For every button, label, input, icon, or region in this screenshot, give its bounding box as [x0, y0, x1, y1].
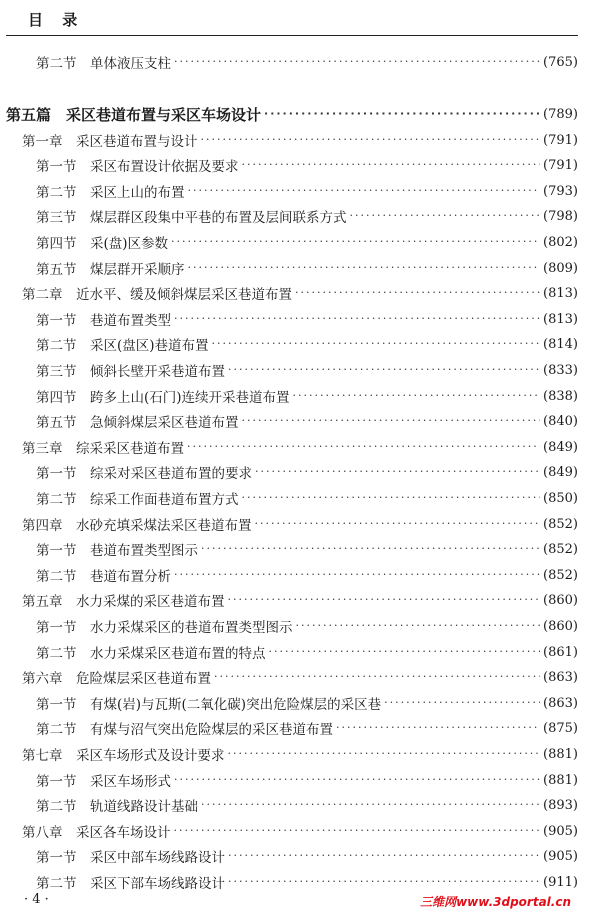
footer-page-number: · 4 ·	[24, 892, 49, 907]
toc-leader-dots	[214, 667, 540, 687]
toc-section-entry	[36, 232, 578, 252]
toc-entry-page: (852)	[543, 516, 578, 532]
toc-chapter-entry	[22, 437, 578, 457]
toc-entry-label: 第二节 有煤与沼气突出危险煤层的采区巷道布置	[36, 722, 333, 738]
toc-entry-label: 第八章 采区各车场设计	[22, 825, 171, 841]
toc-entry-page: (814)	[543, 336, 578, 352]
toc-entry-label: 第四节 跨多上山(石门)连续开采巷道布置	[36, 390, 290, 406]
toc-chapter-entry	[22, 130, 578, 150]
toc-entry-page: (852)	[543, 541, 578, 557]
toc-section-entry	[36, 181, 578, 201]
toc-entry-label: 第一节 巷道布置类型	[36, 313, 171, 329]
toc-leader-dots	[295, 283, 540, 303]
toc-entry-page: (860)	[543, 618, 578, 634]
toc-section-entry	[36, 872, 578, 892]
toc-entry-page: (789)	[543, 106, 578, 122]
toc-entry-label: 第三节 倾斜长壁开采巷道布置	[36, 364, 225, 380]
toc-leader-dots	[269, 642, 541, 662]
toc-section-entry	[36, 693, 578, 713]
toc-entry-page: (850)	[543, 490, 578, 506]
toc-chapter-entry	[22, 283, 578, 303]
toc-section-entry	[36, 565, 578, 585]
toc-leader-dots	[264, 104, 540, 124]
toc-entry-label: 第一节 水力采煤采区的巷道布置类型图示	[36, 620, 293, 636]
toc-section-entry	[36, 488, 578, 508]
toc-entry-label: 第五篇 采区巷道布置与采区车场设计	[6, 105, 262, 124]
toc-entry-label: 第一节 采区车场形式	[36, 774, 171, 790]
toc-entry-label: 第三节 煤层群区段集中平巷的布置及层间联系方式	[36, 210, 347, 226]
toc-entry-label: 第四节 采(盘)区参数	[36, 236, 169, 252]
toc-chapter-entry	[22, 514, 578, 534]
toc-entry-label: 第二节 巷道布置分析	[36, 569, 171, 585]
toc-section-entry	[36, 616, 578, 636]
toc-part-entry	[6, 104, 578, 124]
toc-chapter-entry	[22, 744, 578, 764]
toc-entry-label: 第四章 水砂充填采煤法采区巷道布置	[22, 518, 252, 534]
toc-section-entry	[36, 718, 578, 738]
toc-entry-page: (813)	[543, 311, 578, 327]
toc-leader-dots	[174, 770, 540, 790]
toc-entry-page: (838)	[543, 388, 578, 404]
toc-entry-page: (840)	[543, 413, 578, 429]
toc-leader-dots	[171, 232, 540, 252]
toc-leader-dots	[174, 309, 540, 329]
toc-entry-label: 第二章 近水平、缓及倾斜煤层采区巷道布置	[22, 287, 292, 303]
toc-leader-dots	[228, 590, 541, 610]
toc-entry-page: (833)	[543, 362, 578, 378]
toc-entry-page: (863)	[543, 695, 578, 711]
toc-section-entry	[36, 770, 578, 790]
toc-leader-dots	[242, 155, 541, 175]
toc-leader-dots	[188, 258, 541, 278]
toc-entry-label: 第五章 水力采煤的采区巷道布置	[22, 594, 225, 610]
toc-section-entry	[36, 795, 578, 815]
toc-entry-label: 第一节 综采对采区巷道布置的要求	[36, 466, 252, 482]
toc-leader-dots	[242, 488, 541, 508]
toc-section-entry	[36, 462, 578, 482]
toc-leader-dots	[201, 795, 540, 815]
toc-leader-dots	[201, 130, 541, 150]
toc-section-entry	[36, 360, 578, 380]
toc-leader-dots	[174, 821, 541, 841]
toc-entry-label: 第五节 急倾斜煤层采区巷道布置	[36, 415, 239, 431]
toc-entry-page: (813)	[543, 285, 578, 301]
toc-chapter-entry	[22, 667, 578, 687]
toc-entry-page: (793)	[543, 183, 578, 199]
toc-entry-page: (765)	[543, 54, 578, 70]
toc-leader-dots	[242, 411, 541, 431]
toc-entry-label: 第二节 单体液压支柱	[36, 56, 171, 72]
toc-entry-label: 第三章 综采采区巷道布置	[22, 441, 184, 457]
toc-leader-dots	[187, 437, 540, 457]
toc-entry-label: 第五节 煤层群开采顺序	[36, 262, 185, 278]
toc-entry-label: 第一节 有煤(岩)与瓦斯(二氧化碳)突出危险煤层的采区巷	[36, 697, 382, 713]
toc-entry-page: (849)	[543, 439, 578, 455]
toc-chapter-entry	[22, 821, 578, 841]
toc-leader-dots	[212, 334, 540, 354]
toc-entry-label: 第七章 采区车场形式及设计要求	[22, 748, 225, 764]
toc-leader-dots	[384, 693, 540, 713]
toc-section-entry	[36, 206, 578, 226]
toc-entry-page: (875)	[543, 720, 578, 736]
toc-entry-label: 第二节 水力采煤采区巷道布置的特点	[36, 646, 266, 662]
toc-section-entry	[36, 334, 578, 354]
toc-section-entry	[36, 258, 578, 278]
toc-entry-label: 第一章 采区巷道布置与设计	[22, 134, 198, 150]
toc-leader-dots	[174, 565, 540, 585]
toc-section-entry	[36, 642, 578, 662]
toc-section-entry	[36, 155, 578, 175]
toc-entry-label: 第一节 采区中部车场线路设计	[36, 850, 225, 866]
toc-entry-page: (809)	[543, 260, 578, 276]
toc-entry-page: (802)	[543, 234, 578, 250]
toc-entry-label: 第二节 采区下部车场线路设计	[36, 876, 225, 892]
toc-entry-page: (905)	[543, 823, 578, 839]
toc-entry-page: (849)	[543, 464, 578, 480]
toc-entry-page: (881)	[543, 772, 578, 788]
toc-entry-page: (798)	[543, 208, 578, 224]
toc-leader-dots	[188, 181, 541, 201]
toc-leader-dots	[228, 744, 541, 764]
toc-entry-page: (861)	[543, 644, 578, 660]
toc-leader-dots	[293, 386, 540, 406]
toc-section-entry	[36, 539, 578, 559]
toc-leader-dots	[255, 462, 540, 482]
toc-entry-page: (860)	[543, 592, 578, 608]
header-divider	[6, 35, 578, 36]
toc-leader-dots	[255, 514, 541, 534]
toc-entry-page: (863)	[543, 669, 578, 685]
toc-leader-dots	[296, 616, 541, 636]
toc-entry-page: (911)	[543, 874, 578, 890]
toc-leader-dots	[350, 206, 541, 226]
toc-leader-dots	[174, 52, 540, 72]
toc-entry-page: (905)	[543, 848, 578, 864]
toc-entry-label: 第二节 综采工作面巷道布置方式	[36, 492, 239, 508]
toc-entry-label: 第六章 危险煤层采区巷道布置	[22, 671, 211, 687]
toc-entry-page: (791)	[543, 157, 578, 173]
toc-leader-dots	[336, 718, 540, 738]
toc-entry-label: 第二节 采区上山的布置	[36, 185, 185, 201]
toc-entry-label: 第二节 轨道线路设计基础	[36, 799, 198, 815]
toc-entry-page: (881)	[543, 746, 578, 762]
page-title: 目 录	[28, 11, 79, 29]
toc-entry-page: (791)	[543, 132, 578, 148]
toc-leader-dots	[228, 872, 540, 892]
toc-section-entry	[36, 411, 578, 431]
toc-leader-dots	[228, 846, 540, 866]
toc-entry-label: 第二节 采区(盘区)巷道布置	[36, 338, 209, 354]
page-header	[0, 0, 589, 38]
watermark-logo: 三维网www.3dportal.cn	[420, 895, 571, 909]
toc-entry-page: (852)	[543, 567, 578, 583]
toc-entry-label: 第一节 采区布置设计依据及要求	[36, 159, 239, 175]
toc-section-entry	[36, 846, 578, 866]
toc-section-entry	[36, 52, 578, 72]
toc-section-entry	[36, 386, 578, 406]
toc-leader-dots	[201, 539, 540, 559]
toc-entry-label: 第一节 巷道布置类型图示	[36, 543, 198, 559]
toc-leader-dots	[228, 360, 540, 380]
toc-entry-page: (893)	[543, 797, 578, 813]
toc-section-entry	[36, 309, 578, 329]
toc-chapter-entry	[22, 590, 578, 610]
